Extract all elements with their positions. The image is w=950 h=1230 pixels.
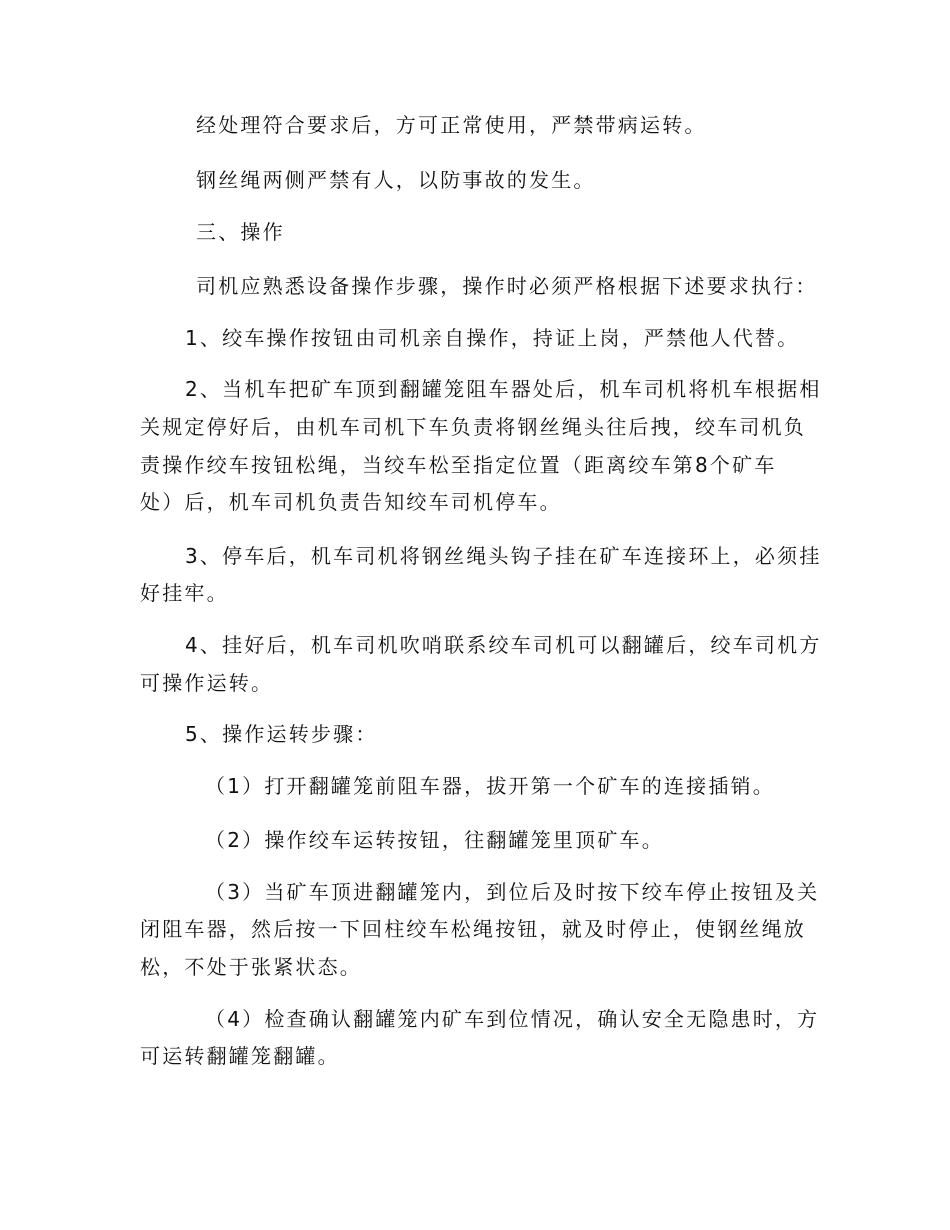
- list-item: 4、挂好后，机车司机吹哨联系绞车司机可以翻罐后，绞车司机方: [185, 633, 822, 657]
- sub-step-continued: 闭阻车器，然后按一下回柱绞车松绳按钮，就及时停止，使钢丝绳放: [140, 917, 806, 941]
- sub-step: （1）打开翻罐笼前阻车器，拔开第一个矿车的连接插销。: [205, 774, 775, 798]
- list-item: 1、绞车操作按钮由司机亲自操作，持证上岗，严禁他人代替。: [185, 326, 800, 350]
- list-item-continued: 处）后，机车司机负责告知绞车司机停车。: [140, 490, 562, 514]
- sub-step-continued: 可运转翻罐笼翻罐。: [140, 1044, 340, 1068]
- paragraph-line: 司机应熟悉设备操作步骤，操作时必须严格根据下述要求执行：: [196, 274, 818, 298]
- list-item-continued: 关规定停好后，由机车司机下车负责将钢丝绳头往后拽，绞车司机负: [140, 415, 806, 439]
- list-item: 5、操作运转步骤：: [185, 722, 378, 746]
- list-item: 3、停车后，机车司机将钢丝绳头钩子挂在矿车连接环上，必须挂: [185, 544, 822, 568]
- sub-step-continued: 松，不处于张紧状态。: [140, 955, 362, 979]
- list-item-continued: 好挂牢。: [140, 581, 229, 605]
- list-item: 2、当机车把矿车顶到翻罐笼阻车器处后，机车司机将机车根据相: [185, 377, 822, 401]
- list-item-continued: 责操作绞车按钮松绳，当绞车松至指定位置（距离绞车第8个矿车: [140, 453, 777, 477]
- list-item-continued: 可操作运转。: [140, 671, 274, 695]
- section-heading: 三、操作: [196, 220, 285, 244]
- sub-step: （4）检查确认翻罐笼内矿车到位情况，确认安全无隐患时，方: [205, 1007, 820, 1031]
- sub-step: （3）当矿车顶进翻罐笼内，到位后及时按下绞车停止按钮及关: [205, 880, 820, 904]
- paragraph-line: 钢丝绳两侧严禁有人，以防事故的发生。: [196, 168, 596, 192]
- paragraph-line: 经处理符合要求后，方可正常使用，严禁带病运转。: [196, 113, 707, 137]
- sub-step: （2）操作绞车运转按钮，往翻罐笼里顶矿车。: [205, 828, 664, 852]
